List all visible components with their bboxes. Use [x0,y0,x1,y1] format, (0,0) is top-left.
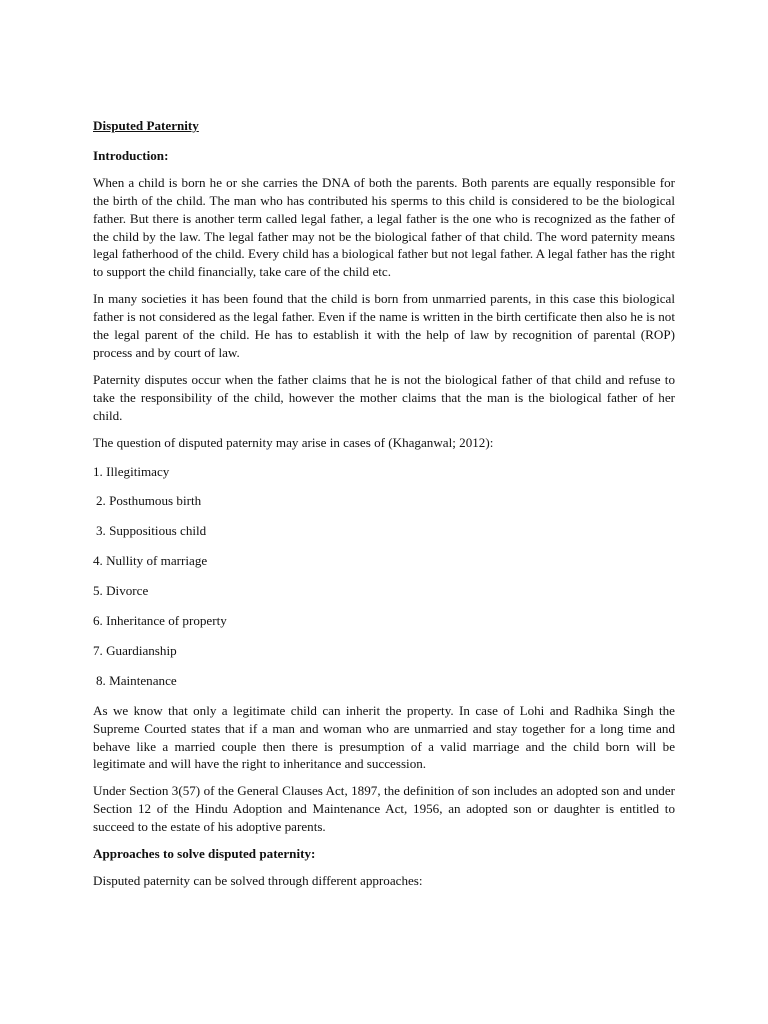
list-item: 4. Nullity of marriage [93,553,208,569]
paragraph-question: The question of disputed paternity may arise in cases of (Khaganwal; 2012): [93,434,494,450]
introduction-heading: Introduction: [93,147,169,163]
list-item: 2. Posthumous birth [96,493,202,509]
paragraph-general-clauses-act: Under Section 3(57) of the General Clauses Act, 1897, the definition of son includes an adopted son and under Section 12 of the Hindu Adoption and Maintenance Act, 1956, an adopted son or daughter is entitled to succeed to the estate of his adoptive parents. [93,783,675,835]
paragraph-dna: When a child is born he or she carries the DNA of both the parents. Both parents are equally responsible for the birth of the child. The man who has contributed his sperms to this child is considered to be the biological father. But there is another term called legal father, a legal father is the one who is recognized as the father of the child by the law. The legal father may not be the biological father of that child. The word paternity means legal fatherhood of the child. Every child has a biological father but not legal father. A legal father has the right to support the child financially, take care of the child etc. [93,174,675,280]
list-item: 5. Divorce [93,583,149,599]
list-item: 8. Maintenance [96,672,177,688]
list-item: 1. Illegitimacy [93,463,170,479]
cases-list [93,463,675,690]
paragraph-approaches-intro: Disputed paternity can be solved through different approaches: [93,873,423,888]
paragraph-legitimate-child: As we know that only a legitimate child can inherit the property. In case of Lohi and Radhika Singh the Supreme Courted states that if a man and woman who are unmarried and stay together for a long time and behave like a married couple then there is presumption of a valid marriage and the child born will be legitimate and will have the right to inheritance and succession. [93,702,675,772]
paragraph-unmarried-parents: In many societies it has been found that the child is born from unmarried parents, in this case this biological father is not considered as the legal father. Even if the name is written in the birth certificate then also he is not the legal parent of the child. He has to establish it with the help of law by recognition of parental (ROP) process and by court of law. [93,291,675,360]
list-item: 6. Inheritance of property [93,613,227,629]
list-item: 7. Guardianship [93,642,177,658]
document-title: Disputed Paternity [93,118,199,133]
approaches-heading: Approaches to solve disputed paternity: [93,846,316,862]
list-item: 3. Suppositious child [96,523,207,539]
document-page [93,117,675,899]
paragraph-paternity-disputes: Paternity disputes occur when the father claims that he is not the biological father of that child and refuse to take the responsibility of the child, however the mother claims that the man is the biological father of her child. [93,371,675,423]
